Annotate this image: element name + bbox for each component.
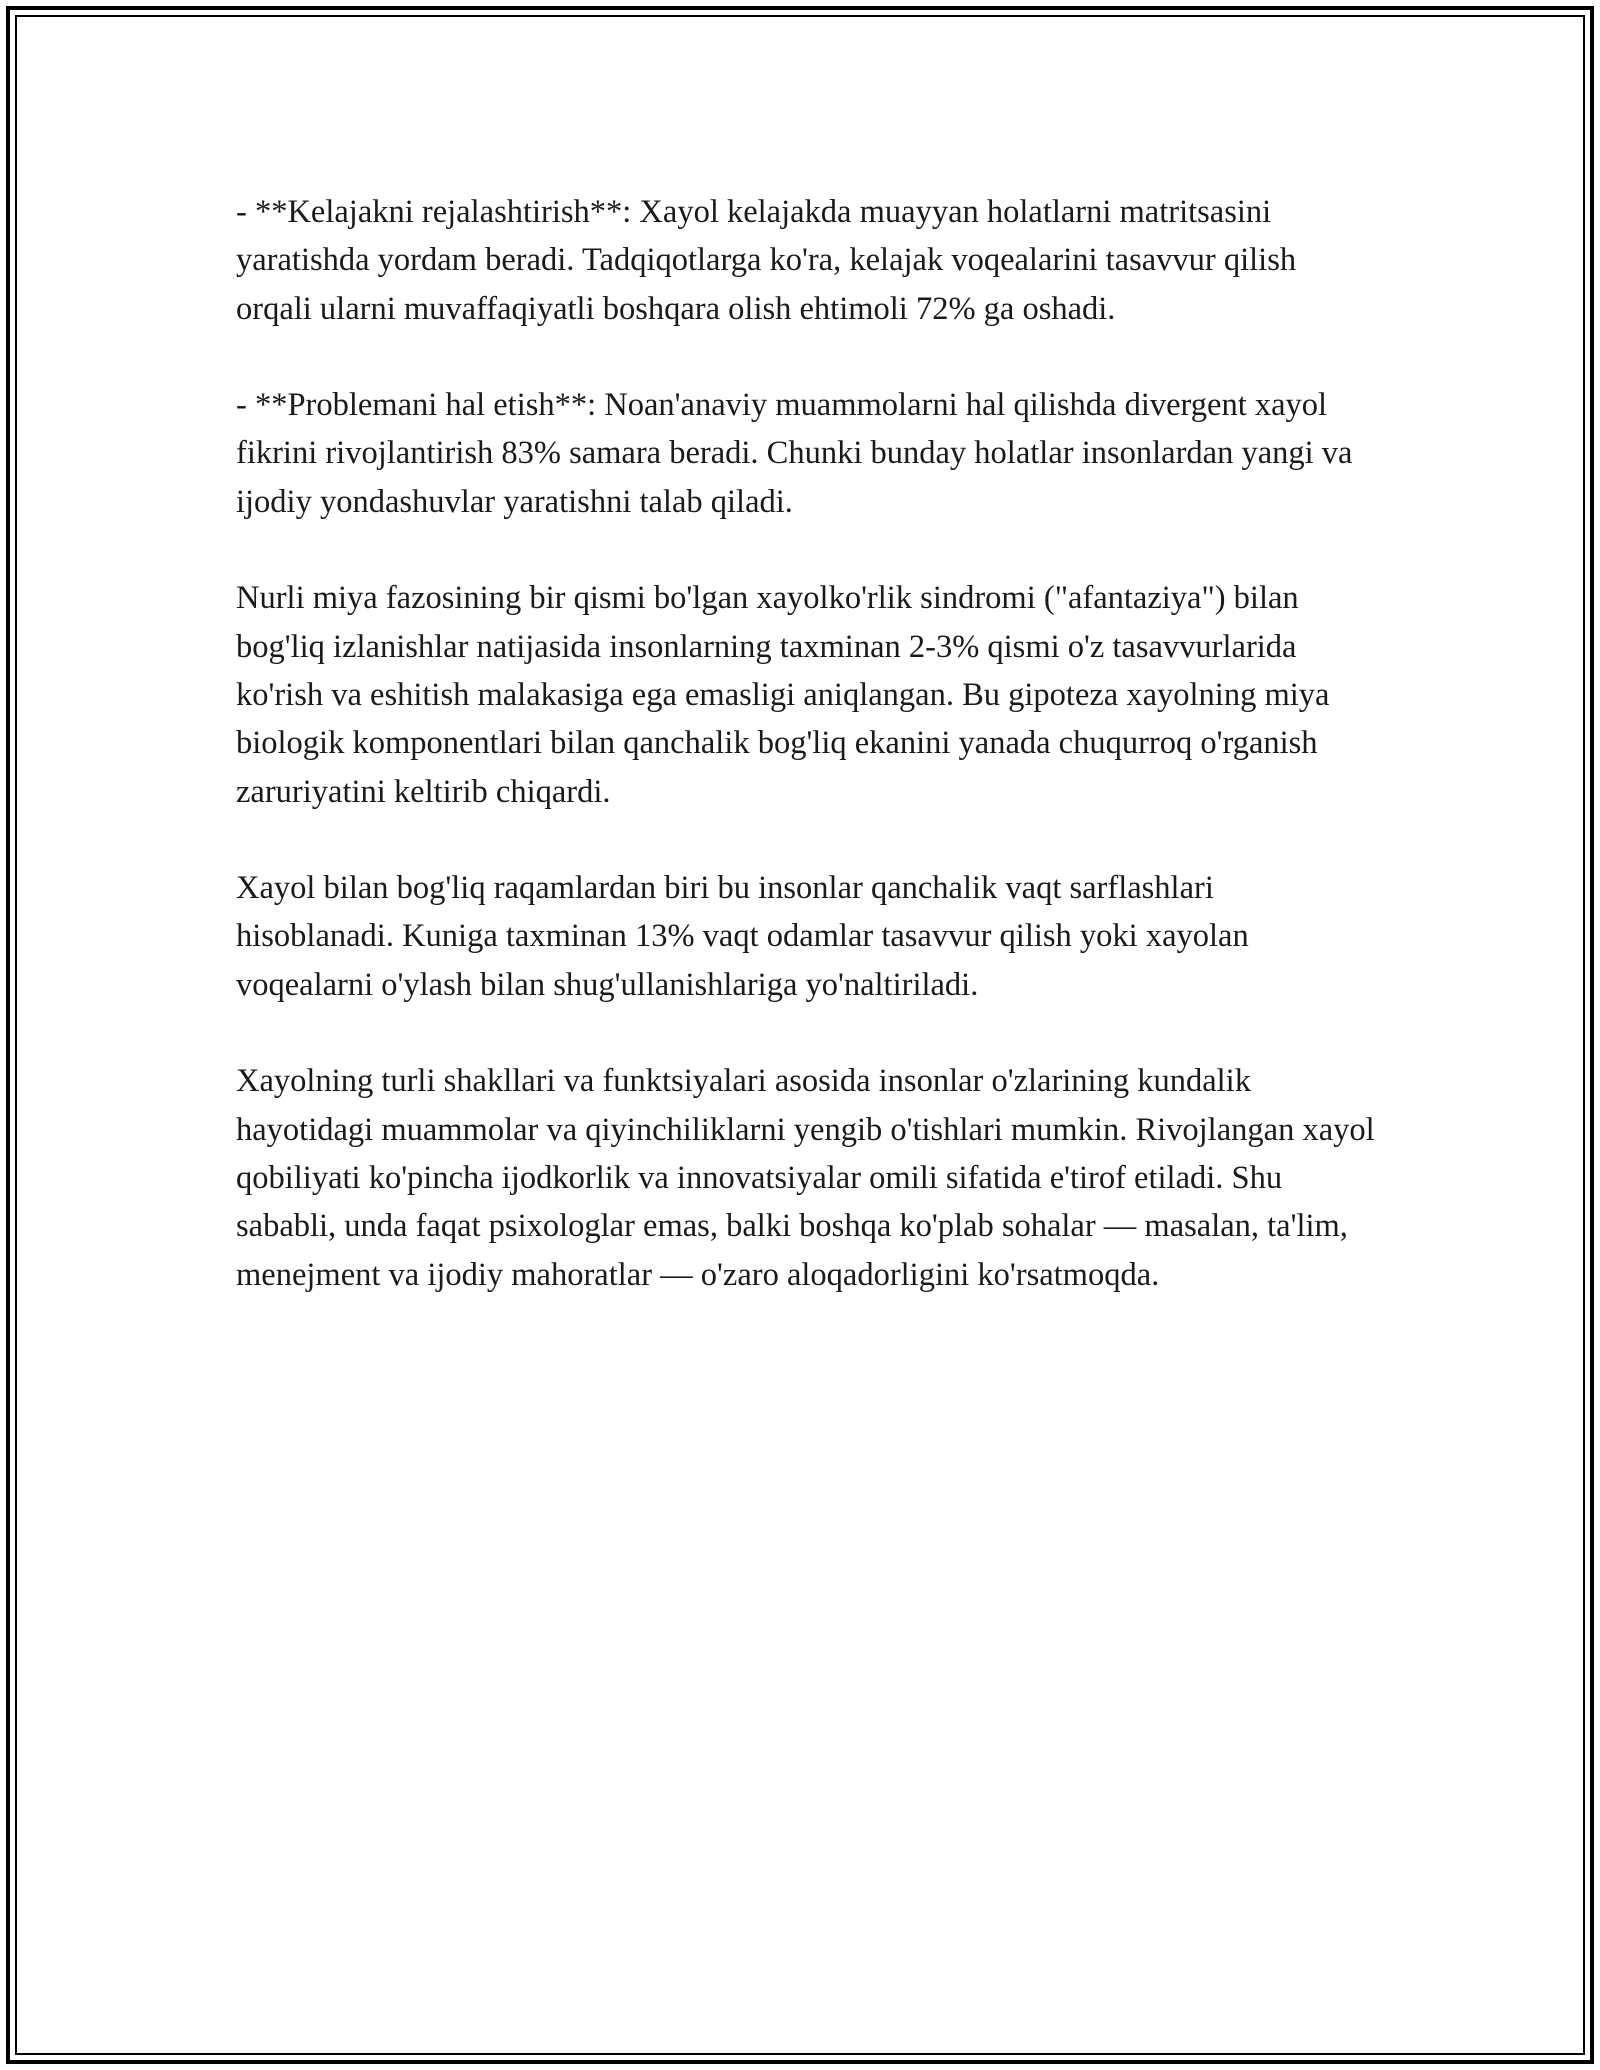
paragraph-future-planning: - **Kelajakni rejalashtirish**: Xayol kelajakda muayyan holatlarni matritsasini yaratishda yordam beradi. Tadqiqotlarga ko'ra, kelajak voqealarini tasavvur qilish orqali ularni muvaffaqiyatli boshqara olish ehtimoli 72% ga oshadi. — [236, 194, 1297, 327]
paragraph-problem-solving: - **Problemani hal etish**: Noan'anaviy muammolarni hal qilishda divergent xayol fikrini rivojlantirish 83% samara beradi. Chunki bunday holatlar insonlardan yangi va ijodiy yondashuvlar yaratishni talab qiladi. — [236, 387, 1353, 520]
document-body — [236, 188, 1376, 1299]
paragraph-conclusion: Xayolning turli shakllari va funktsiyalari asosida insonlar o'zlarining kundalik hayotidagi muammolar va qiyinchiliklarni yengib o'tishlari mumkin. Rivojlangan xayol qobiliyati ko'pincha ijodkorlik va innovatsiyalar omili sifatida e'tirof etiladi. Shu sababli, unda faqat psixologlar emas, balki boshqa ko'plab sohalar — masalan, ta'lim, menejment va ijodiy mahoratlar — o'zaro aloqadorligini ko'rsatmoqda. — [236, 1063, 1375, 1293]
paragraph-time-spent: Xayol bilan bog'liq raqamlardan biri bu insonlar qanchalik vaqt sarflashlari hisoblanadi. Kuniga taxminan 13% vaqt odamlar tasavvur qilish yoki xayolan voqealarni o'ylash bilan shug'ullanishlariga yo'naltiriladi. — [236, 870, 1249, 1003]
paragraph-aphantasia: Nurli miya fazosining bir qismi bo'lgan xayolko'rlik sindromi ("afantaziya") bilan bog'liq izlanishlar natijasida insonlarning taxminan 2-3% qismi o'z tasavvurlarida ko'rish va eshitish malakasiga ega emasligi aniqlangan. Bu gipoteza xayolning miya biologik komponentlari bilan qanchalik bog'liq ekanini yanada chuqurroq o'rganish zaruriyatini keltirib chiqardi. — [236, 580, 1330, 810]
